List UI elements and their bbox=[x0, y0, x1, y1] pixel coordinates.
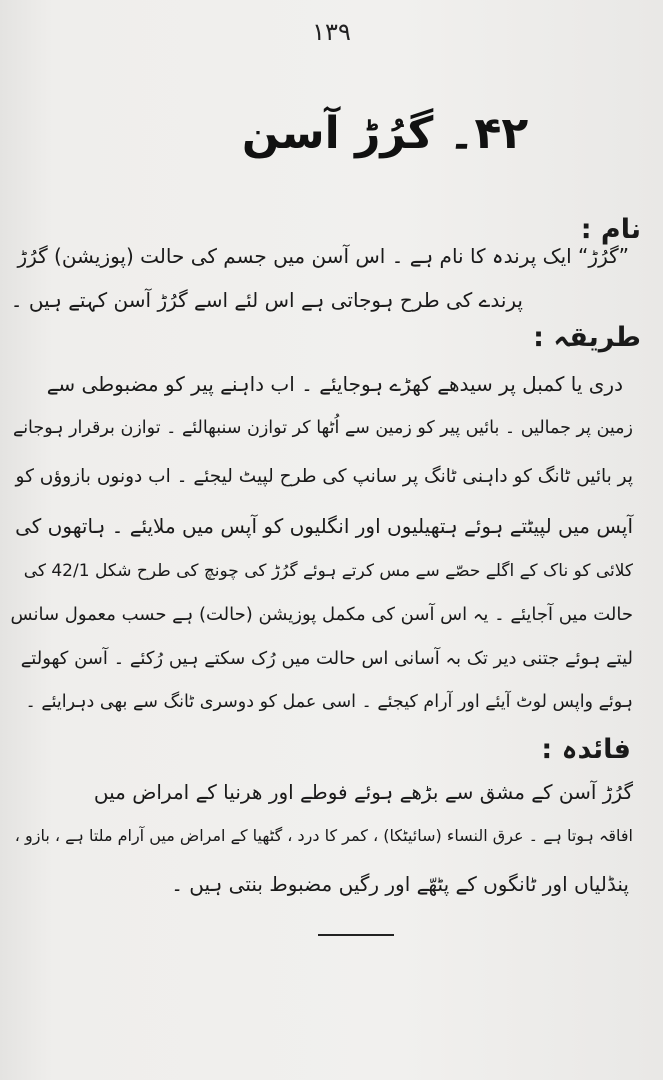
paragraph-line: افاقہ ہوتا ہے ۔ عرق النساء (سائیٹکا) ، کمر کا درد ، گٹھیا کے امراض میں آرام ملتا ہے ، بازو ، bbox=[14, 826, 633, 845]
paragraph-line: ”گرُڑ“ ایک پرندہ کا نام ہے ۔ اس آسن میں جسم کی حالت (پوزیشن) گرُڑ bbox=[17, 244, 629, 268]
section-heading-name: نام : bbox=[580, 214, 641, 245]
paragraph-line: پنڈلیاں اور ٹانگوں کے پٹھّے اور رگیں مضبوط بنتی ہیں ۔ bbox=[171, 872, 629, 896]
end-divider bbox=[318, 934, 394, 936]
chapter-title: ۴۲۔ گرُڑ آسن bbox=[241, 108, 529, 159]
page-number: ۱۳۹ bbox=[312, 18, 351, 46]
paragraph-line: پر بائیں ٹانگ کو داہنی ٹانگ پر سانپ کی طرح لپیٹ لیجئے ۔ اب دونوں بازوؤں کو bbox=[15, 466, 633, 487]
paragraph-line: زمین پر جمالیں ۔ بائیں پیر کو زمین سے اُٹھا کر توازن سنبھالئے ۔ توازن برقرار ہوجانے bbox=[12, 418, 633, 438]
paragraph-line: گرُڑ آسن کے مشق سے بڑھے ہوئے فوطے اور ھرنیا کے امراض میں bbox=[93, 780, 633, 804]
paragraph-line: کلائی کو ناک کے اگلے حصّے سے مس کرتے ہوئے گرُڑ کی چونچ کی طرح شکل 42/1 کی bbox=[23, 561, 633, 581]
paragraph-line: دری یا کمبل پر سیدھے کھڑے ہوجایئے ۔ اب داہنے پیر کو مضبوطی سے bbox=[46, 372, 623, 396]
section-heading-benefit: فائدہ : bbox=[541, 734, 631, 765]
section-heading-method: طریقہ : bbox=[533, 322, 641, 353]
paragraph-line: لیتے ہوئے جتنی دیر تک بہ آسانی اس حالت میں رُک سکتے ہیں رُکئے ۔ آسن کھولتے bbox=[20, 648, 633, 669]
paragraph-line: حالت میں آجایئے ۔ یہ اس آسن کی مکمل پوزیشن (حالت) ہے حسب معمول سانس bbox=[10, 604, 633, 625]
paragraph-line: پرندے کی طرح ہوجاتی ہے اس لئے اسے گرُڑ آسن کہتے ہیں ۔ bbox=[10, 288, 523, 312]
paragraph-line: آپس میں لپیٹتے ہوئے ہتھیلیوں اور انگلیوں کو آپس میں ملایئے ۔ ہاتھوں کی bbox=[15, 514, 633, 538]
paragraph-line: ہوئے واپس لوٹ آیئے اور آرام کیجئے ۔ اسی عمل کو دوسری ٹانگ سے بھی دہرایئے ۔ bbox=[25, 692, 633, 712]
